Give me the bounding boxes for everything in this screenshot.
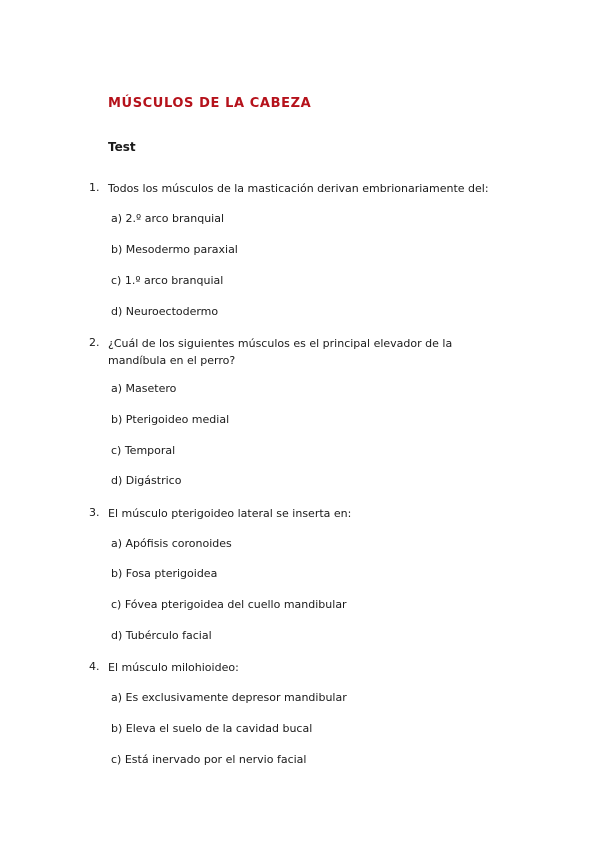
answer-option: b) Mesodermo paraxial (111, 243, 238, 256)
question-text: El músculo milohioideo: (108, 661, 239, 674)
answer-option: c) Temporal (111, 444, 176, 457)
answer-option: d) Tubérculo facial (111, 629, 212, 642)
answer-option: b) Pterigoideo medial (111, 413, 230, 426)
question-number: 2. (89, 336, 100, 349)
question-number: 1. (89, 181, 100, 194)
answer-option: a) 2.º arco branquial (111, 212, 225, 225)
question-text: El músculo pterigoideo lateral se inserta en: (108, 507, 352, 520)
answer-option: c) 1.º arco branquial (111, 274, 224, 287)
page-title: MÚSCULOS DE LA CABEZA (108, 96, 312, 111)
question-text: Todos los músculos de la masticación derivan embrionariamente del: (108, 182, 489, 195)
section-subtitle: Test (108, 140, 136, 154)
answer-option: a) Es exclusivamente depresor mandibular (111, 691, 347, 704)
answer-option: d) Digástrico (111, 474, 182, 487)
answer-option: c) Está inervado por el nervio facial (111, 753, 307, 766)
answer-option: b) Eleva el suelo de la cavidad bucal (111, 722, 313, 735)
answer-option: a) Apófisis coronoides (111, 537, 232, 550)
answer-option: a) Masetero (111, 382, 177, 395)
question-number: 4. (89, 660, 100, 673)
answer-option: d) Neuroectodermo (111, 305, 219, 318)
answer-option: b) Fosa pterigoidea (111, 567, 218, 580)
question-text: ¿Cuál de los siguientes músculos es el principal elevador de la mandíbula en el perro? (108, 337, 453, 367)
answer-option: c) Fóvea pterigoidea del cuello mandibular (111, 598, 347, 611)
question-number: 3. (89, 506, 100, 519)
